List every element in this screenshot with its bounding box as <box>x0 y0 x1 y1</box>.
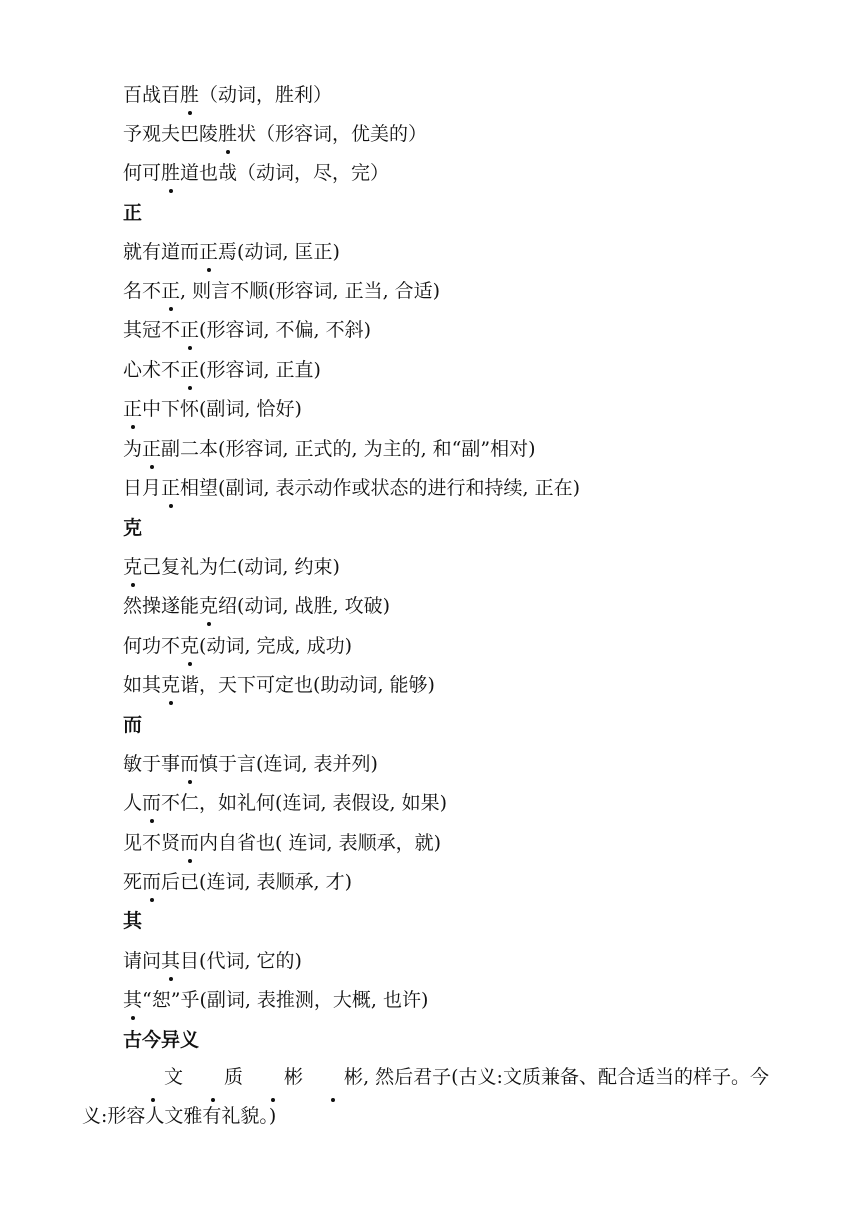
emphasized-char: 而 <box>180 749 199 779</box>
entry-text: 然操遂能 <box>123 595 200 617</box>
emphasized-char: 克 <box>123 552 142 582</box>
entry-gloss: “恕”乎(副词, 表推测，大概, 也许) <box>142 989 429 1011</box>
entry-gloss: 慎于言(连词, 表并列) <box>199 753 378 775</box>
entry-gloss: (动词, 完成, 成功) <box>199 635 353 657</box>
emphasized-char: 而 <box>142 788 161 818</box>
emphasized-char: 正 <box>180 355 199 385</box>
emphasized-phrase <box>123 1066 363 1088</box>
emphasized-char: 正 <box>180 315 199 345</box>
entry-text: 死 <box>123 871 143 893</box>
entry-text: 敏于事 <box>123 753 181 775</box>
entry-ke-4 <box>123 670 435 700</box>
entry-text: 予观夫巴陵 <box>123 123 219 145</box>
entry-text: 请问 <box>123 950 162 972</box>
entry-gloss: (形容词, 正直) <box>199 359 321 381</box>
emphasized-char: 正 <box>142 434 161 464</box>
section-heading-zheng: 正 <box>123 202 143 224</box>
section-heading-qi: 其 <box>123 910 143 932</box>
section-heading-er: 而 <box>123 714 143 736</box>
entry-qi-1 <box>123 946 302 976</box>
entry-gloss: （动词，胜利） <box>199 84 333 106</box>
gujin-gloss: , 然后君子(古义:文质兼备、配合适当的样子。今义:形容人文雅有礼貌。) <box>82 1066 769 1127</box>
entry-qi-2 <box>123 985 428 1015</box>
emphasized-char: 彬 <box>243 1058 303 1097</box>
entry-gloss: 绍(动词, 战胜, 攻破) <box>218 595 391 617</box>
entry-sheng-1 <box>123 80 332 110</box>
entry-text: 日月 <box>123 477 162 499</box>
entry-er-2 <box>123 788 447 818</box>
emphasized-char: 而 <box>180 828 199 858</box>
entry-ke-3 <box>123 631 352 661</box>
emphasized-char: 正 <box>161 276 180 306</box>
entry-zheng-2 <box>123 276 440 306</box>
entry-text: 人 <box>123 792 143 814</box>
emphasized-char: 其 <box>123 985 142 1015</box>
entry-gloss: 内自省也( 连词, 表顺承，就) <box>199 832 441 854</box>
emphasized-char: 彬 <box>303 1058 363 1097</box>
entry-text: 名不 <box>123 280 162 302</box>
emphasized-char: 质 <box>183 1058 243 1097</box>
emphasized-char: 而 <box>142 867 161 897</box>
entry-gloss: , 则言不顺(形容词, 正当, 合适) <box>180 280 441 302</box>
entry-sheng-2 <box>123 119 427 149</box>
entry-text: 何可 <box>123 162 162 184</box>
entry-text: 何功不 <box>123 635 181 657</box>
entry-gloss: 副二本(形容词, 正式的, 为主的, 和“副”相对) <box>161 438 536 460</box>
entry-gloss: (形容词, 不偏, 不斜) <box>199 319 372 341</box>
entry-text: 就有道而 <box>123 241 200 263</box>
entry-zheng-7 <box>123 473 580 503</box>
entry-sheng-3 <box>123 158 389 188</box>
emphasized-char: 胜 <box>180 80 199 110</box>
entry-text: 其冠不 <box>123 319 181 341</box>
entry-ke-1 <box>123 552 340 582</box>
emphasized-char: 正 <box>123 394 142 424</box>
emphasized-char: 其 <box>161 946 180 976</box>
entry-er-4 <box>123 867 352 897</box>
emphasized-char: 克 <box>199 591 218 621</box>
entry-gloss: 目(代词, 它的) <box>180 950 302 972</box>
entry-er-1 <box>123 749 378 779</box>
entry-text: 心术不 <box>123 359 181 381</box>
entry-text: 如其 <box>123 674 162 696</box>
entry-text: 百战百 <box>123 84 181 106</box>
section-heading-ke: 克 <box>123 517 143 539</box>
emphasized-char: 正 <box>161 473 180 503</box>
entry-text: 为 <box>123 438 143 460</box>
entry-ke-2 <box>123 591 390 621</box>
entry-gloss: 不仁，如礼何(连词, 表假设, 如果) <box>161 792 448 814</box>
entry-gloss: 焉(动词, 匡正) <box>218 241 340 263</box>
gujin-paragraph <box>82 1058 782 1136</box>
emphasized-char: 正 <box>199 237 218 267</box>
entry-zheng-6 <box>123 434 536 464</box>
entry-zheng-4 <box>123 355 321 385</box>
entry-gloss: 中下怀(副词, 恰好) <box>142 398 302 420</box>
emphasized-char: 文 <box>123 1058 183 1097</box>
entry-gloss: 相望(副词, 表示动作或状态的进行和持续, 正在) <box>180 477 581 499</box>
emphasized-char: 克 <box>180 631 199 661</box>
entry-gloss: 谐，天下可定也(助动词, 能够) <box>180 674 435 696</box>
entry-gloss: 后已(连词, 表顺承, 才) <box>161 871 353 893</box>
emphasized-char: 胜 <box>161 158 180 188</box>
entry-er-3 <box>123 828 441 858</box>
emphasized-char: 胜 <box>218 119 237 149</box>
entry-zheng-3 <box>123 315 371 345</box>
section-heading-gujin: 古今异义 <box>123 1029 200 1051</box>
entry-zheng-1 <box>123 237 340 267</box>
entry-gloss: 道也哉（动词，尽，完） <box>180 162 390 184</box>
emphasized-char: 克 <box>161 670 180 700</box>
entry-gloss: 状（形容词，优美的） <box>237 123 428 145</box>
entry-text: 见不贤 <box>123 832 181 854</box>
entry-gloss: 己复礼为仁(动词, 约束) <box>142 556 340 578</box>
entry-zheng-5 <box>123 394 302 424</box>
